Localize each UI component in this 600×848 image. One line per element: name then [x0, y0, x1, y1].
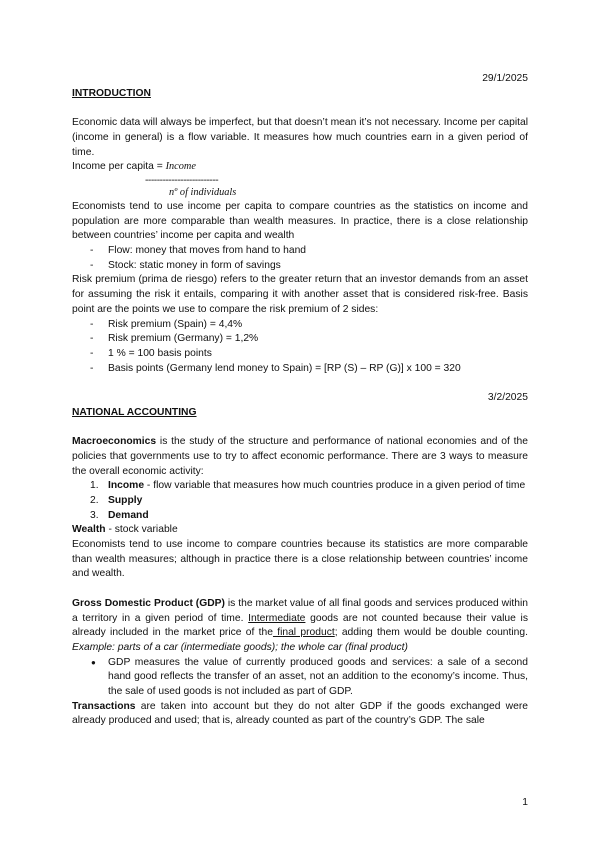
- term-gdp: Gross Domestic Product (GDP): [72, 597, 225, 609]
- income-paragraph: Economists tend to use income to compare countries because its statistics are more comparable than wealth measures; although in practice there is a close relationship between countries’ income and wealth.: [72, 539, 528, 580]
- flow-stock-list: [72, 244, 528, 273]
- gdp-example: Example: parts of a car (intermediate goods); the whole car (final product): [72, 641, 408, 653]
- list-item: 2. Supply: [90, 494, 143, 506]
- list-item: 1. Income - flow variable that measures how much countries produce in a given period of time: [90, 480, 526, 492]
- list-item: - 1 % = 100 basis points: [90, 347, 212, 359]
- list-item: - Stock: static money in form of savings: [90, 259, 281, 271]
- term-intermediate: Intermediate: [248, 612, 306, 624]
- risk-premium-list: [72, 318, 528, 377]
- formula-line: [72, 160, 528, 175]
- list-item: - Flow: money that moves from hand to hand: [90, 245, 307, 257]
- intro-paragraph-1: Economic data will always be imperfect, but that doesn’t mean it’s not necessary. Income per capital (income in general) is a flow variable. It measures how much countries earn in a given period of time.: [72, 117, 528, 158]
- transactions-paragraph: Transactions are taken into account but they do not alter GDP if the goods exchanged were already produced and used; that is, already counted as part of the country’s GDP. The sale: [72, 700, 528, 727]
- page-number: 1: [522, 797, 528, 808]
- term-macroeconomics: Macroeconomics: [72, 436, 157, 448]
- term-transactions: Transactions: [72, 700, 136, 712]
- term-wealth: Wealth: [72, 524, 106, 536]
- macroeconomics-paragraph: Macroeconomics is the study of the structure and performance of national economies and of the policies that governments use to try to affect economic performance. There are 3 ways to measure the overall economic activity:: [72, 436, 528, 477]
- wealth-line: Wealth - stock variable: [72, 524, 178, 536]
- formula-numerator: Income: [165, 161, 196, 173]
- measures-list: [72, 479, 528, 523]
- formula-fraction-bar: -------------------------: [145, 174, 219, 186]
- date-3-2-2025: 3/2/2025: [487, 392, 528, 404]
- term-final-product: final product: [272, 627, 335, 639]
- list-item: 3. Demand: [90, 509, 149, 521]
- date-29-1-2025: 29/1/2025: [482, 73, 528, 84]
- gdp-paragraph: Gross Domestic Product (GDP) is the market value of all final goods and services produced within a territory in a given period of time. Intermediate goods are not counted because their value is already included in the market price of the final product; adding them would be double counting. Example: parts of a car (intermediate goods); the whole car (final product): [72, 597, 528, 653]
- list-item: - Basis points (Germany lend money to Spain) = [RP (S) – RP (G)] x 100 = 320: [90, 362, 461, 374]
- document-page: [72, 72, 528, 729]
- intro-paragraph-2: Economists tend to use income per capita to compare countries as the statistics on income and population are more comparable than wealth measures. In practice, there is a close relationship between countries’ income per capita and wealth: [72, 200, 528, 242]
- heading-national-accounting: NATIONAL ACCOUNTING: [72, 406, 197, 418]
- list-item: - Risk premium (Germany) = 1,2%: [90, 333, 259, 345]
- list-item: - Risk premium (Spain) = 4,4%: [90, 318, 243, 330]
- heading-introduction: INTRODUCTION: [72, 87, 151, 99]
- list-item: ● GDP measures the value of currently produced goods and services: a sale of a second hand good reflects the transfer of an asset, not an addition to the economy’s income. Thus, the sale of used goods is not included as part of GDP.: [91, 656, 528, 698]
- formula-label: Income per capita =: [72, 161, 166, 173]
- intro-paragraph-3: Risk premium (prima de riesgo) refers to the greater return that an investor demands from an asset for assuming the risk it entails, comparing it with another asset that is considered risk-free. Basis point are the points we use to compare the risk premium of 2 sides:: [72, 274, 528, 315]
- gdp-bullet-list: [72, 656, 528, 700]
- formula-denominator: nº of individuals: [169, 186, 237, 198]
